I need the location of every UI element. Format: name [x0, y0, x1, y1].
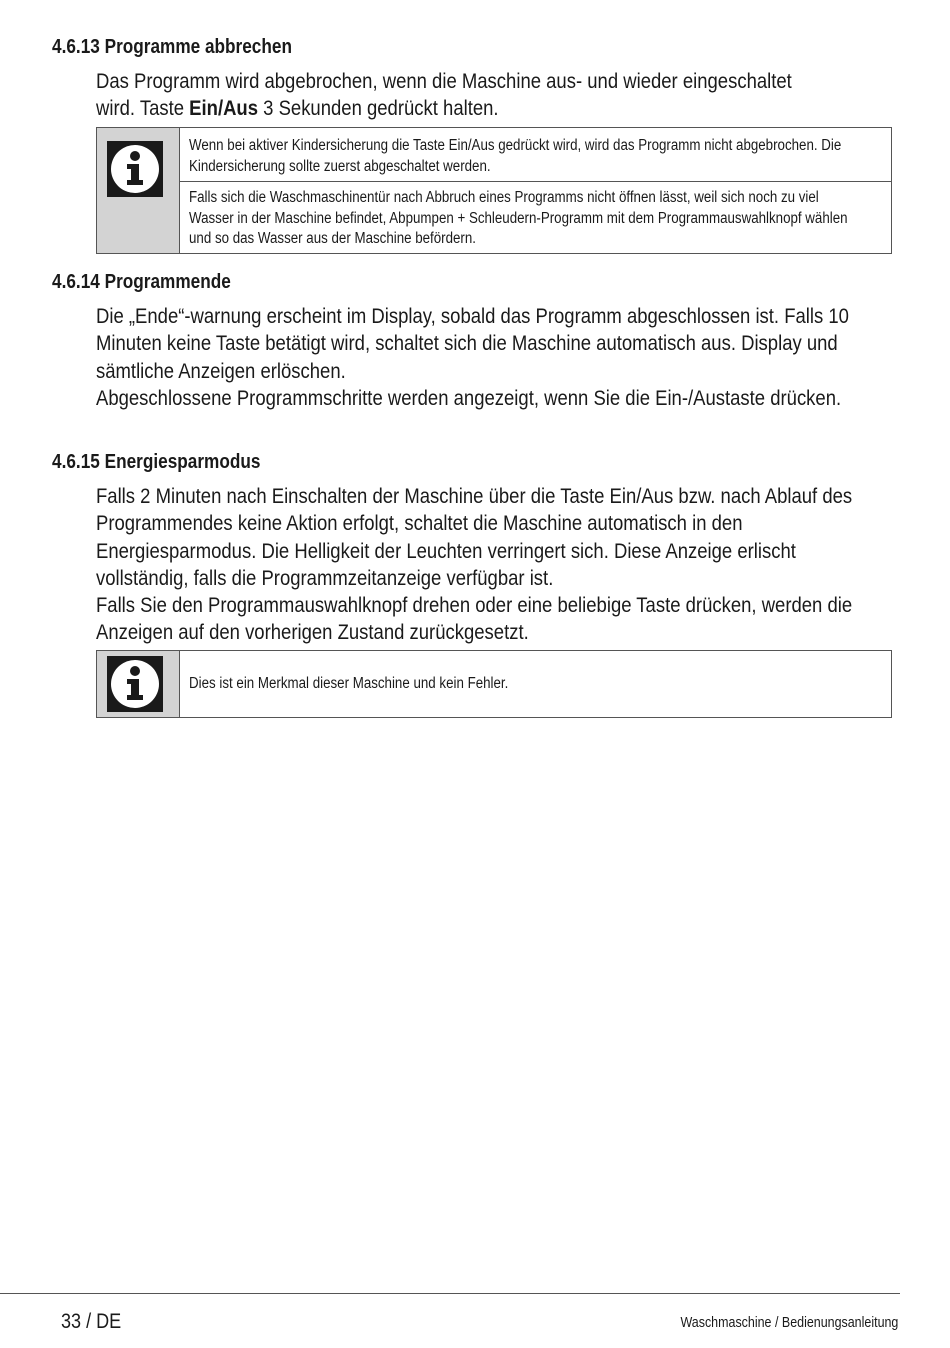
paragraph: Falls Sie den Programmauswahlknopf drehen oder eine beliebige Taste drücken, werden die Anzeigen auf den vorherigen Zustand zurückgesetzt. — [96, 593, 853, 645]
page-number: 33 / DE — [61, 1310, 122, 1333]
paragraph: Falls 2 Minuten nach Einschalten der Maschine über die Taste Ein/Aus bzw. nach Ablauf des Programmendes keine Aktion erfolgt, schaltet die Maschine automatisch in den Energiesparmodus. Die Helligkeit der Leuchten verringert sich. Diese Anzeige erlischt vollständig, falls die Programmzeitanzeige verfügbar ist. — [96, 484, 853, 590]
note-cell — [179, 182, 891, 253]
section-heading-programme-abbrechen: 4.6.13 Programme abbrechen — [52, 36, 292, 58]
text-line: Das Programm wird abgebrochen, wenn die Maschine aus- und wieder eingeschaltet — [96, 69, 792, 93]
text-fragment: 3 Sekunden gedrückt halten. — [258, 96, 499, 121]
note-text: Dies ist ein Merkmal dieser Maschine und kein Fehler. — [189, 675, 509, 692]
note-cell — [179, 651, 891, 717]
section-text-energiesparmodus — [96, 483, 870, 647]
info-icon — [107, 141, 163, 197]
button-label-ein-aus: Ein/Aus — [189, 96, 259, 121]
info-icon — [107, 656, 163, 712]
section-heading-energiesparmodus: 4.6.15 Energiesparmodus — [52, 451, 261, 473]
footer-divider — [0, 1293, 900, 1294]
info-box-cancel — [96, 127, 892, 254]
section-heading-programmende: 4.6.14 Programmende — [52, 271, 231, 293]
section-text-programmende — [96, 303, 870, 412]
document-title: Waschmaschine / Bedienungsanleitung — [680, 1315, 898, 1331]
section-text-programme-abbrechen — [96, 68, 870, 123]
paragraph: Abgeschlossene Programmschritte werden angezeigt, wenn Sie die Ein-/Austaste drücken. — [96, 385, 842, 410]
note-text: Wenn bei aktiver Kindersicherung die Taste Ein/Aus gedrückt wird, wird das Programm nicht abgebrochen. Die Kindersicherung sollte zuerst abgeschaltet werden. — [189, 137, 842, 175]
info-box-energy — [96, 650, 892, 718]
paragraph: Die „Ende“-warnung erscheint im Display, sobald das Programm abgeschlossen ist. Falls 10 Minuten keine Taste betätigt wird, schaltet sich die Maschine automatisch aus. Display und sämtliche Anzeigen erlöschen. — [96, 304, 849, 383]
info-icon-column — [97, 651, 179, 717]
note-text: Falls sich die Waschmaschinentür nach Abbruch eines Programms nicht öffnen lässt, weil sich noch zu viel Wasser in der Maschine befindet, Abpumpen + Schleudern-Programm mit dem Programmauswahlknopf wählen und so das Wasser aus der Maschine befördern. — [189, 189, 848, 248]
info-icon-column — [97, 128, 179, 253]
text-line — [96, 95, 870, 122]
text-fragment: wird. Taste — [96, 96, 190, 121]
note-cell — [179, 128, 891, 181]
